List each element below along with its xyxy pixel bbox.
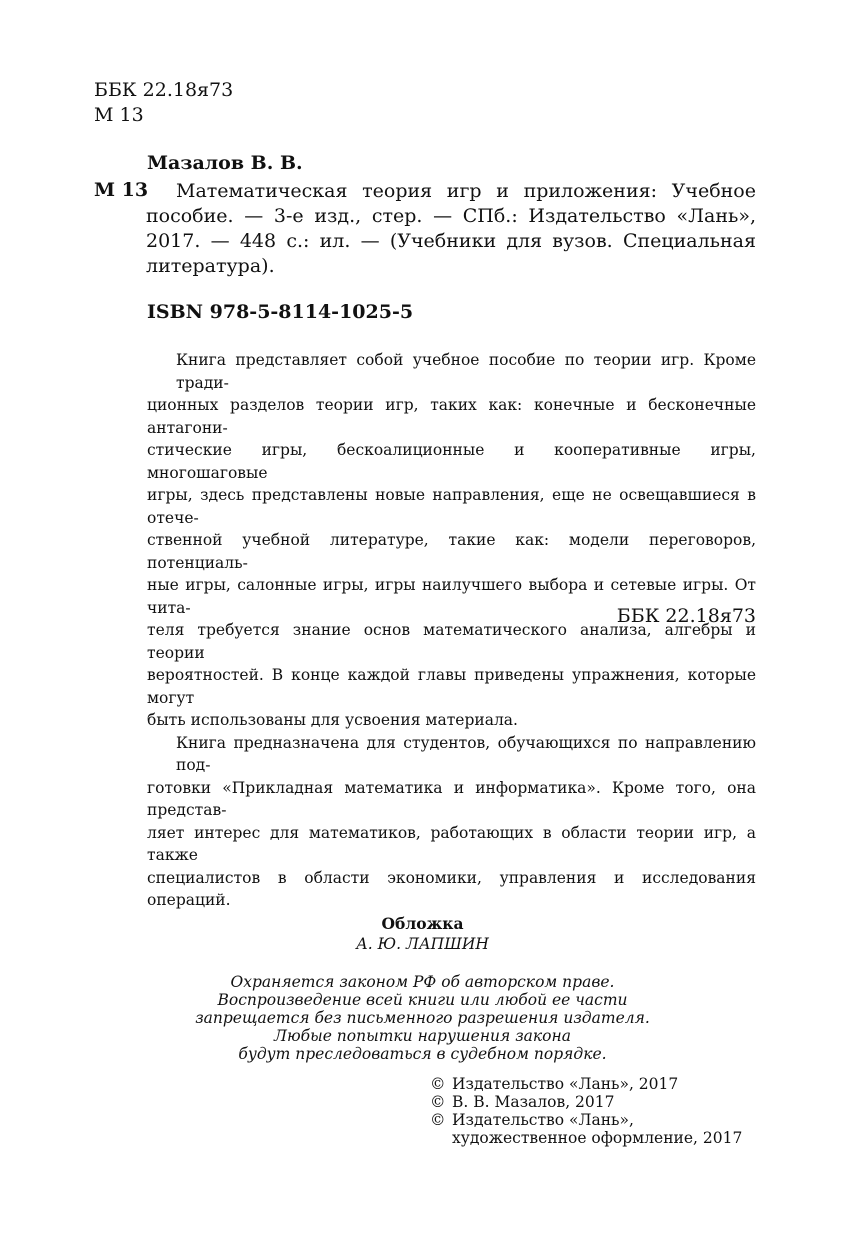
notice-line: запрещается без письменного разрешения издателя. xyxy=(195,1009,650,1027)
copyright-row xyxy=(430,1111,742,1129)
copyright-text: Издательство «Лань», 2017 xyxy=(452,1075,679,1093)
cover-heading: Обложка xyxy=(381,914,464,933)
abstract-line: игры, здесь представлены новые направления, еще не освещавшиеся в отече- xyxy=(147,486,756,527)
copyright-text: Издательство «Лань», xyxy=(452,1111,634,1129)
copyright-row xyxy=(430,1075,742,1093)
abstract-line: ственной учебной литературе, такие как: модели переговоров, потенциаль- xyxy=(147,531,756,572)
abstract-line: специалистов в области экономики, управления и исследования операций. xyxy=(147,868,756,909)
description-line: Математическая теория игр и приложения: Учебное xyxy=(176,180,756,202)
cover-designer: А. Ю. ЛАПШИН xyxy=(356,935,489,953)
abstract xyxy=(147,349,756,912)
copyright-symbol: © xyxy=(430,1093,446,1111)
isbn: ISBN 978-5-8114-1025-5 xyxy=(147,301,414,323)
notice-line: будут преследоваться в судебном порядке. xyxy=(238,1045,607,1063)
abstract-line: Книга представляет собой учебное пособие по теории игр. Кроме тради- xyxy=(176,351,756,392)
copyright-block xyxy=(430,1075,742,1147)
abstract-line: готовки «Прикладная математика и информатика». Кроме того, она представ- xyxy=(147,778,756,819)
bibliographic-description xyxy=(146,179,756,279)
description-line: 2017. — 448 с.: ил. — (Учебники для вузов. Специальная xyxy=(146,230,756,252)
bbk-header xyxy=(94,78,233,128)
description-line: пособие. — 3-е изд., стер. — СПб.: Издательство «Лань», xyxy=(146,205,756,227)
notice-line: Воспроизведение всей книги или любой ее части xyxy=(217,991,628,1009)
abstract-line: Книга предназначена для студентов, обучающихся по направлению под- xyxy=(176,733,756,774)
abstract-line: ные игры, салонные игры, игры наилучшего выбора и сетевые игры. От чита- xyxy=(147,576,756,617)
description-line: литература). xyxy=(146,255,275,277)
copyright-symbol: © xyxy=(430,1111,446,1129)
bbk-footer: ББК 22.18я73 xyxy=(616,605,756,627)
abstract-line: ционных разделов теории игр, таких как: конечные и бесконечные антагони- xyxy=(147,396,756,437)
abstract-line: вероятностей. В конце каждой главы приведены упражнения, которые могут xyxy=(147,666,756,707)
author-code: М 13 xyxy=(94,179,149,201)
notice-line: Охраняется законом РФ об авторском праве. xyxy=(230,973,615,991)
abstract-line: стические игры, бескоалиционные и кооперативные игры, многошаговые xyxy=(147,441,756,482)
copyright-symbol: © xyxy=(430,1075,446,1093)
copyright-row xyxy=(430,1129,742,1147)
author-name: Мазалов В. В. xyxy=(147,152,303,174)
cover-credit xyxy=(0,914,845,954)
notice-line: Любые попытки нарушения закона xyxy=(274,1027,571,1045)
copyright-text: художественное оформление, 2017 xyxy=(452,1129,743,1147)
bbk-code: ББК 22.18я73 xyxy=(94,79,234,101)
author-sign: М 13 xyxy=(94,104,144,126)
abstract-line: теля требуется знание основ математического анализа, алгебры и теории xyxy=(147,621,756,662)
abstract-line: ляет интерес для математиков, работающих в области теории игр, а также xyxy=(147,823,756,864)
abstract-line: быть использованы для усвоения материала. xyxy=(147,711,518,729)
copyright-text: В. В. Мазалов, 2017 xyxy=(452,1093,615,1111)
copyright-row xyxy=(430,1093,742,1111)
copyright-notice xyxy=(0,973,845,1063)
